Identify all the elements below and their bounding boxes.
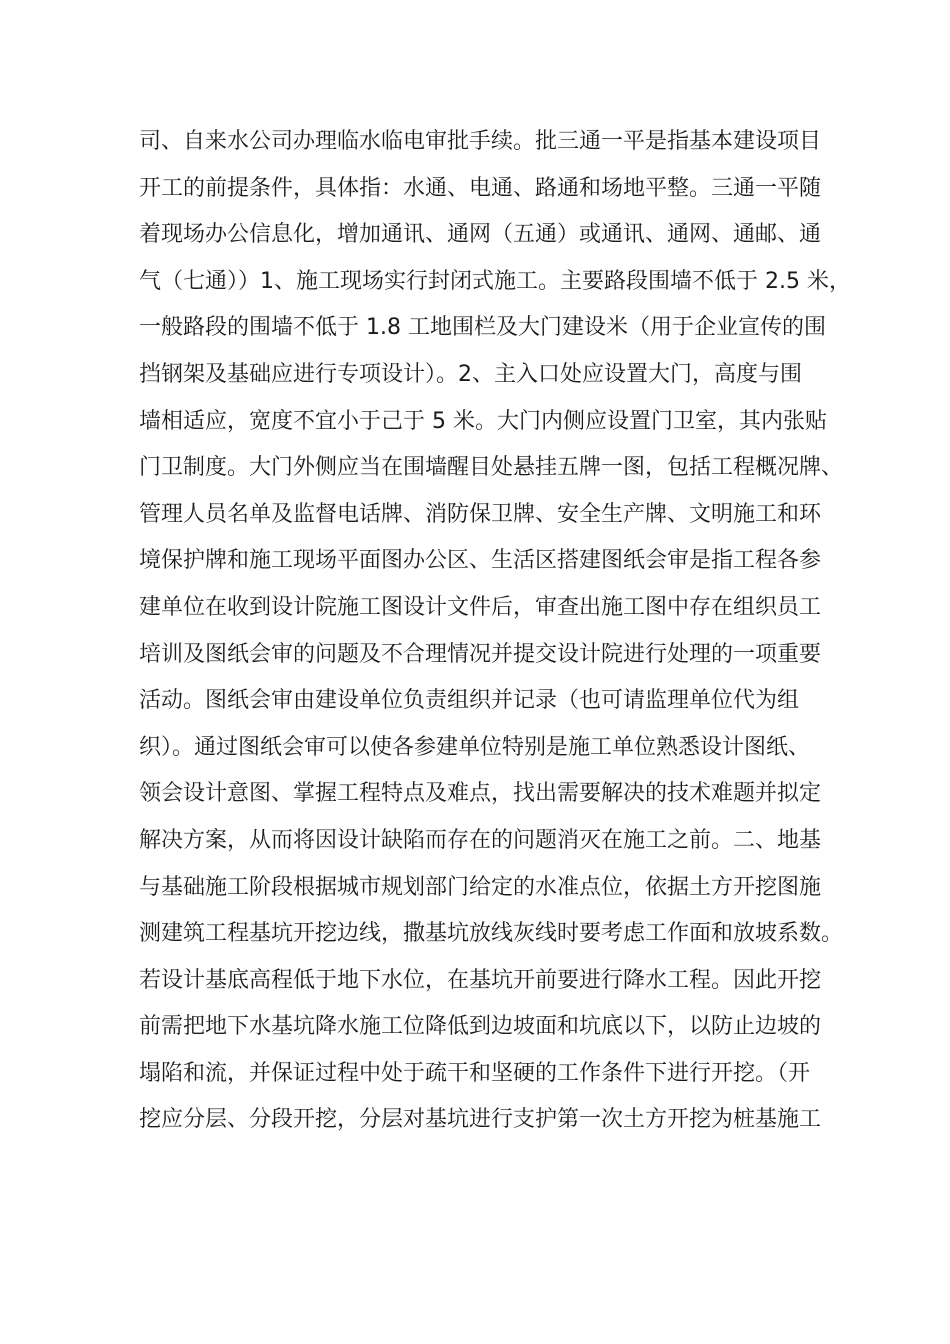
text-line: 管理人员名单及监督电话牌、消防保卫牌、安全生产牌、文明施工和环 [139,501,822,527]
text-line: 挖应分层、分段开挖，分层对基坑进行支护第一次土方开挖为桩基施工 [139,1107,822,1133]
text-line: 与基础施工阶段根据城市规划部门给定的水准点位，依据土方开挖图施 [139,874,822,900]
text-line: 解决方案，从而将因设计缺陷而存在的问题消灭在施工之前。二、地基 [139,827,822,853]
text-line: 着现场办公信息化，增加通讯、通网（五通）或通讯、通网、通邮、通 [139,222,822,248]
text-line: 司、自来水公司办理临水临电审批手续。批三通一平是指基本建设项目 [139,129,822,154]
text-line: 墙相适应，宽度不宜小于己于 5 米。大门内侧应设置门卫室，其内张贴 [139,408,827,434]
text-line: 气（七通））1、施工现场实行封闭式施工。主要路段围墙不低于 2.5 米， [139,268,851,294]
text-line: 一般路段的围墙不低于 1.8 工地围栏及大门建设米（用于企业宣传的围 [139,315,826,341]
text-line: 开工的前提条件，具体指：水通、电通、路通和场地平整。三通一平随 [139,175,822,201]
text-line: 若设计基底高程低于地下水位，在基坑开前要进行降水工程。因此开挖 [139,967,822,993]
text-line: 活动。图纸会审由建设单位负责组织并记录（也可请监理单位代为组 [139,688,800,714]
text-line: 测建筑工程基坑开挖边线，撒基坑放线灰线时要考虑工作面和放坡系数。 [139,921,844,947]
text-line: 挡钢架及基础应进行专项设计）。2、主入口处应设置大门，高度与围 [139,361,802,387]
text-line: 建单位在收到设计院施工图设计文件后，审查出施工图中存在组织员工 [139,594,822,620]
text-line: 塌陷和流，并保证过程中处于疏干和坚硬的工作条件下进行开挖。（开 [139,1060,811,1086]
text-line: 领会设计意图、掌握工程特点及难点，找出需要解决的技术难题并拟定 [139,781,822,807]
text-line: 门卫制度。大门外侧应当在围墙醒目处悬挂五牌一图，包括工程概况牌、 [139,455,844,481]
text-line: 前需把地下水基坑降水施工位降低到边坡面和坑底以下，以防止边坡的 [139,1014,822,1040]
body-text [139,119,889,1144]
text-line: 培训及图纸会审的问题及不合理情况并提交设计院进行处理的一项重要 [139,641,822,667]
text-line: 织）。通过图纸会审可以使各参建单位特别是施工单位熟悉设计图纸、 [139,734,811,760]
text-line: 境保护牌和施工现场平面图办公区、生活区搭建图纸会审是指工程各参 [139,548,822,574]
